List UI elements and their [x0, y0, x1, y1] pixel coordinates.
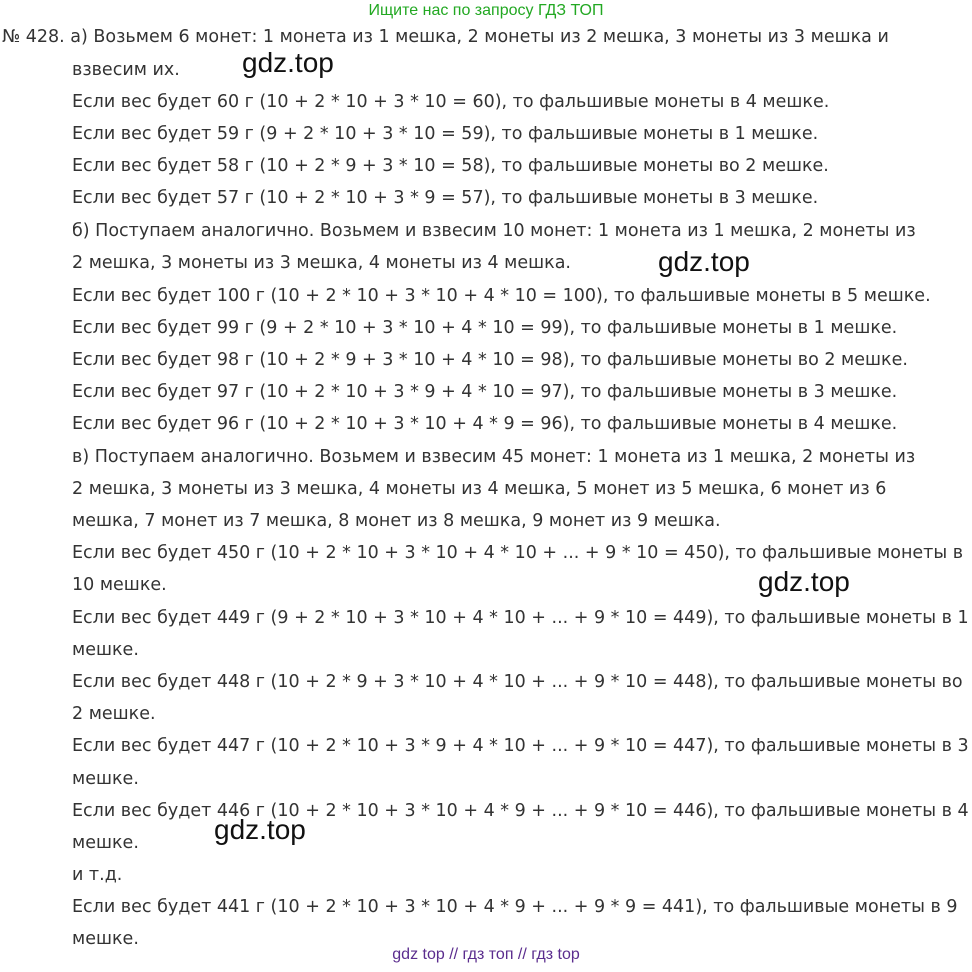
- text-line: мешка, 7 монет из 7 мешка, 8 монет из 8 мешка, 9 монет из 9 мешка.: [72, 511, 721, 531]
- text-line: Если вес будет 99 г (9 + 2 * 10 + 3 * 10 + 4 * 10 = 99), то фальшивые монеты в 1 мешке.: [72, 318, 898, 338]
- text-line: мешке.: [72, 833, 139, 853]
- text-line: б) Поступаем аналогично. Возьмем и взвесим 10 монет: 1 монета из 1 мешка, 2 монеты из: [72, 221, 916, 241]
- text-line: Если вес будет 57 г (10 + 2 * 10 + 3 * 9 = 57), то фальшивые монеты в 3 мешке.: [72, 188, 819, 208]
- text-line: Если вес будет 446 г (10 + 2 * 10 + 3 * 10 + 4 * 9 + ... + 9 * 10 = 446), то фальшивые монеты в 4: [72, 801, 969, 821]
- text-line: Если вес будет 98 г (10 + 2 * 9 + 3 * 10 + 4 * 10 = 98), то фальшивые монеты во 2 мешке.: [72, 350, 908, 370]
- text-line: 2 мешка, 3 монеты из 3 мешка, 4 монеты из 4 мешка.: [72, 253, 571, 273]
- watermark: gdz.top: [214, 814, 306, 845]
- text-line: № 428. а) Возьмем 6 монет: 1 монета из 1 мешка, 2 монеты из 2 мешка, 3 монеты из 3 мешка и: [2, 27, 889, 47]
- text-line: Если вес будет 58 г (10 + 2 * 9 + 3 * 10 = 58), то фальшивые монеты во 2 мешке.: [72, 156, 829, 176]
- text-line: 2 мешке.: [72, 704, 156, 724]
- watermark: gdz.top: [658, 246, 750, 277]
- text-line: мешке.: [72, 769, 139, 789]
- text-line: Если вес будет 450 г (10 + 2 * 10 + 3 * 10 + 4 * 10 + ... + 9 * 10 = 450), то фальшивые монеты в: [72, 543, 964, 563]
- text-line: взвесим их.: [72, 60, 180, 80]
- watermark: gdz.top: [242, 47, 334, 78]
- text-line: мешке.: [72, 640, 139, 660]
- text-line: Если вес будет 59 г (9 + 2 * 10 + 3 * 10 = 59), то фальшивые монеты в 1 мешке.: [72, 124, 819, 144]
- text-line: 10 мешке.: [72, 575, 167, 595]
- site-banner: Ищите нас по запросу ГДЗ ТОП: [368, 2, 604, 19]
- text-line: Если вес будет 449 г (9 + 2 * 10 + 3 * 10 + 4 * 10 + ... + 9 * 10 = 449), то фальшивые монеты в 1: [72, 608, 969, 628]
- watermark: gdz.top: [758, 566, 850, 597]
- text-line: Если вес будет 97 г (10 + 2 * 10 + 3 * 9 + 4 * 10 = 97), то фальшивые монеты в 3 мешке.: [72, 382, 898, 402]
- text-line: Если вес будет 100 г (10 + 2 * 10 + 3 * 10 + 4 * 10 = 100), то фальшивые монеты в 5 мешке.: [72, 286, 931, 306]
- text-line: Если вес будет 441 г (10 + 2 * 10 + 3 * 10 + 4 * 9 + ... + 9 * 9 = 441), то фальшивые монеты в 9: [72, 897, 958, 917]
- text-line: в) Поступаем аналогично. Возьмем и взвесим 45 монет: 1 монета из 1 мешка, 2 монеты из: [72, 447, 916, 467]
- text-line: 2 мешка, 3 монеты из 3 мешка, 4 монеты из 4 мешка, 5 монет из 5 мешка, 6 монет из 6: [72, 479, 887, 499]
- text-line: Если вес будет 448 г (10 + 2 * 9 + 3 * 10 + 4 * 10 + ... + 9 * 10 = 448), то фальшивые монеты во: [72, 672, 963, 692]
- text-line: мешке.: [72, 929, 139, 949]
- text-line: Если вес будет 447 г (10 + 2 * 10 + 3 * 9 + 4 * 10 + ... + 9 * 10 = 447), то фальшивые монеты в 3: [72, 736, 969, 756]
- text-line: Если вес будет 60 г (10 + 2 * 10 + 3 * 10 = 60), то фальшивые монеты в 4 мешке.: [72, 92, 830, 112]
- footer-watermark: gdz top // гдз топ // гдз top: [392, 946, 580, 963]
- text-line: и т.д.: [72, 865, 123, 885]
- text-line: Если вес будет 96 г (10 + 2 * 10 + 3 * 10 + 4 * 9 = 96), то фальшивые монеты в 4 мешке.: [72, 414, 898, 434]
